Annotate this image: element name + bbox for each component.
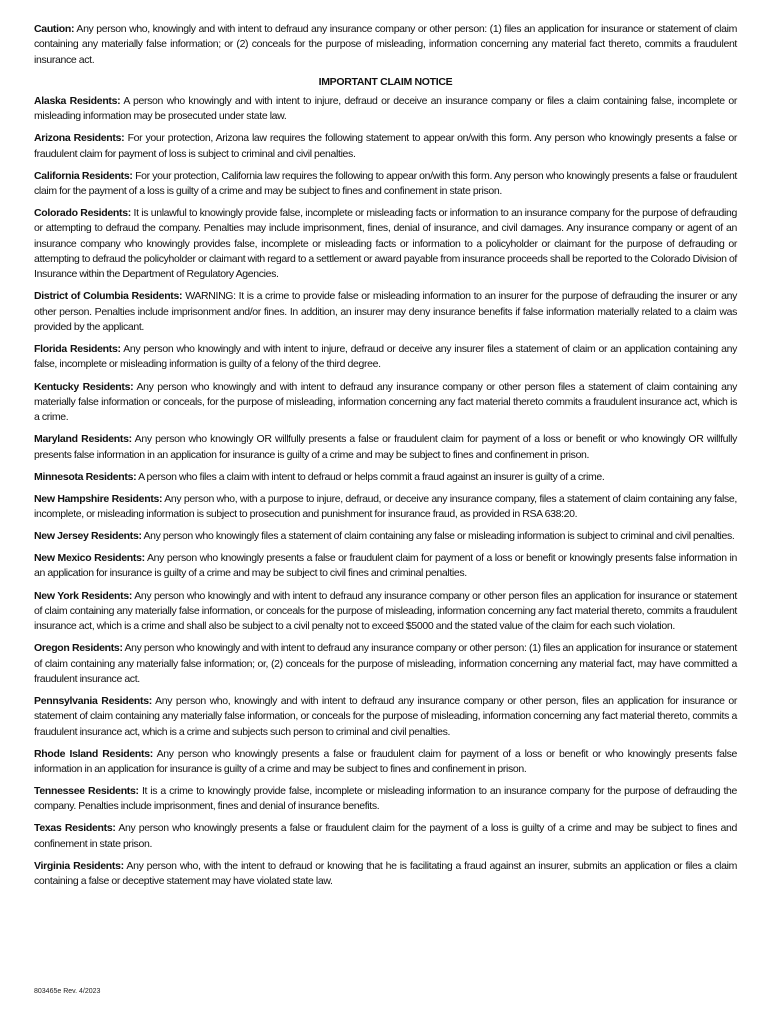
notice-text: For your protection, California law requires the following to appear on/with this form. Any person who knowingly presents a false or fraudulent claim for the payment of a loss is guilty of a crime and may be subject to fines and confinement in state prison.	[34, 169, 738, 198]
notice-text: Any person who knowingly OR willfully presents a false or fraudulent claim for payment of a loss or benefit or who knowingly OR willfully presents false information in an application for insurance is guilty of a crime and may be subject to fines and confinement in prison.	[34, 433, 737, 461]
notice-district-of-columbia	[34, 289, 737, 335]
caution-paragraph	[34, 22, 737, 68]
notice-label: California Residents:	[34, 169, 133, 182]
notice-text: Any person who knowingly and with intent to defraud any insurance company or other person: (1) files an application for insurance or statement of claim containing any materially false information; or, (2) conceals for the purpose of misleading, information concerning any material fact, may have committed a fraudulent insurance act.	[34, 642, 737, 685]
notice-virginia	[34, 859, 737, 890]
notice-kentucky	[34, 380, 737, 426]
notice-label: Kentucky Residents:	[34, 380, 134, 393]
notice-minnesota	[34, 470, 737, 485]
notice-label: District of Columbia Residents:	[34, 290, 183, 303]
notice-label: Tennessee Residents:	[34, 785, 139, 798]
caution-text: Any person who, knowingly and with intent to defraud any insurance company or other person: (1) files an application for insurance or statement of claim containing any materially false information; or (2) conceals for the purpose of misleading, information concerning any material fact thereto, commits a fraudulent insurance act.	[34, 23, 737, 66]
claim-notice-document	[34, 22, 737, 896]
notice-label: New Jersey Residents:	[34, 530, 142, 543]
notice-label: Florida Residents:	[34, 343, 121, 356]
notice-texas	[34, 821, 737, 852]
notice-label: Alaska Residents:	[34, 94, 121, 107]
notice-text: It is unlawful to knowingly provide false, incomplete or misleading facts or information to an insurance company for the purpose of defrauding or attempting to defraud the company. Penalties may include imprisonment, fines, denial of insurance, and civil damages. Any insurance company or agent of an insurance company who knowingly provides false, incomplete or misleading facts or information to a policyholder or claimant for the purpose of defrauding or attempting to defraud the policyholder or claimant with regard to a settlement or award payable from insurance proceeds shall be reported to the Colorado Division of Insurance within the Department of Regulatory Agencies.	[34, 207, 738, 281]
notice-text: A person who knowingly and with intent to injure, defraud or deceive an insurance company or files a claim containing false, incomplete or misleading information may be prosecuted under state law.	[34, 94, 738, 123]
notice-california	[34, 169, 737, 200]
notice-tennessee	[34, 784, 737, 815]
notice-text: Any person who knowingly presents a false or fraudulent claim for the payment of a loss is guilty of a crime and may be subject to fines and confinement in state prison.	[34, 822, 738, 850]
notice-label: Virginia Residents:	[34, 859, 124, 872]
notice-label: Colorado Residents:	[34, 207, 131, 220]
notice-new-jersey	[34, 529, 737, 544]
caution-label: Caution:	[34, 23, 75, 35]
notice-label: New Hampshire Residents:	[34, 492, 163, 505]
notice-arizona	[34, 131, 737, 162]
notice-text: A person who files a claim with intent to defraud or helps commit a fraud against an insurer is guilty of a crime.	[136, 470, 605, 483]
notice-maryland	[34, 432, 737, 463]
notice-text: Any person who, with the intent to defraud or knowing that he is facilitating a fraud against an insurer, submits an application or files a claim containing a false or deceptive statement may have violated state law.	[34, 859, 737, 888]
notice-text: Any person who knowingly files a statement of claim containing any false or misleading information is subject to criminal and civil penalties.	[141, 530, 735, 543]
notice-text: Any person who knowingly and with intent to defraud any insurance company or other person files an application for insurance or statement of claim containing any materially false information, or conceals for the purpose of misleading, information concerning any fact material thereto, commits a fraudulent insurance act, which is a crime and shall also be subject to a civil penalty not to exceed $5000 and the stated value of the claim for each such violation.	[34, 589, 737, 633]
notice-text: Any person who, with a purpose to injure, defraud, or deceive any insurance company, files a statement of claim containing any false, incomplete, or misleading information is subject to prosecution and punishment for insurance fraud, as provided in RSA 638:20.	[34, 492, 737, 520]
notice-text: Any person who, knowingly and with intent to defraud any insurance company or other person, files an application for insurance or statement of claim containing any materially false information, or conceals for the purpose of misleading, information concerning any fact material thereto, commits a fraudulent insurance act, which is a crime and subjects such person to criminal and civil penalties.	[34, 694, 737, 738]
notice-colorado	[34, 206, 737, 282]
notice-label: Arizona Residents:	[34, 132, 125, 145]
form-number-footer: 803465e Rev. 4/2023	[34, 988, 101, 995]
notice-label: Pennsylvania Residents:	[34, 694, 152, 707]
notice-label: Texas Residents:	[34, 822, 116, 835]
notice-label: New York Residents:	[34, 589, 133, 602]
notice-florida	[34, 342, 737, 373]
notice-text: Any person who knowingly presents a false or fraudulent claim for payment of a loss or benefit or knowingly presents false information in an application for insurance is guilty of a crime and may be subject to civil fines and criminal penalties.	[34, 552, 737, 580]
notice-new-mexico	[34, 551, 737, 582]
notice-label: Minnesota Residents:	[34, 470, 137, 483]
notice-label: New Mexico Residents:	[34, 552, 145, 565]
notice-oregon	[34, 641, 737, 687]
notice-label: Rhode Island Residents:	[34, 747, 153, 760]
notice-text: Any person who knowingly and with intent to defraud any insurance company or other person files a statement of claim containing any materially false information or conceals, for the purpose of misleading, information concerning any fact material thereto commits a fraudulent insurance act, which is a crime.	[34, 380, 737, 424]
notice-text: For your protection, Arizona law requires the following statement to appear on/with this form. Any person who knowingly presents a false or fraudulent claim for payment of loss is subject to criminal and civil penalties.	[34, 132, 737, 160]
notice-new-hampshire	[34, 492, 737, 523]
notice-label: Maryland Residents:	[34, 433, 132, 446]
notice-label: Oregon Residents:	[34, 642, 123, 655]
notice-text: Any person who knowingly presents a false or fraudulent claim for payment of a loss or benefit or who knowingly presents false information in an application for insurance is guilty of a crime and may be subject to fines and confinement in prison.	[34, 747, 737, 775]
notice-alaska	[34, 94, 737, 125]
document-heading: IMPORTANT CLAIM NOTICE	[318, 75, 453, 88]
notice-new-york	[34, 589, 737, 635]
notice-pennsylvania	[34, 694, 737, 740]
notice-text: Any person who knowingly and with intent to injure, defraud or deceive any insurer files a statement of claim or an application containing any false, incomplete or misleading information is guilty of a felony of the third degree.	[34, 343, 737, 371]
notice-text: It is a crime to knowingly provide false, incomplete or misleading information to an insurance company for the purpose of defrauding the company. Penalties include imprisonment, fines and denial of insurance benefits.	[34, 785, 737, 813]
notice-rhode-island	[34, 747, 737, 778]
notice-text: WARNING: It is a crime to provide false or misleading information to an insurer for the purpose of defrauding the insurer or any other person. Penalties include imprisonment and/or fines. In addition, an insurer may deny insurance benefits if false information materially related to a claim was provided by the applicant.	[34, 290, 737, 334]
